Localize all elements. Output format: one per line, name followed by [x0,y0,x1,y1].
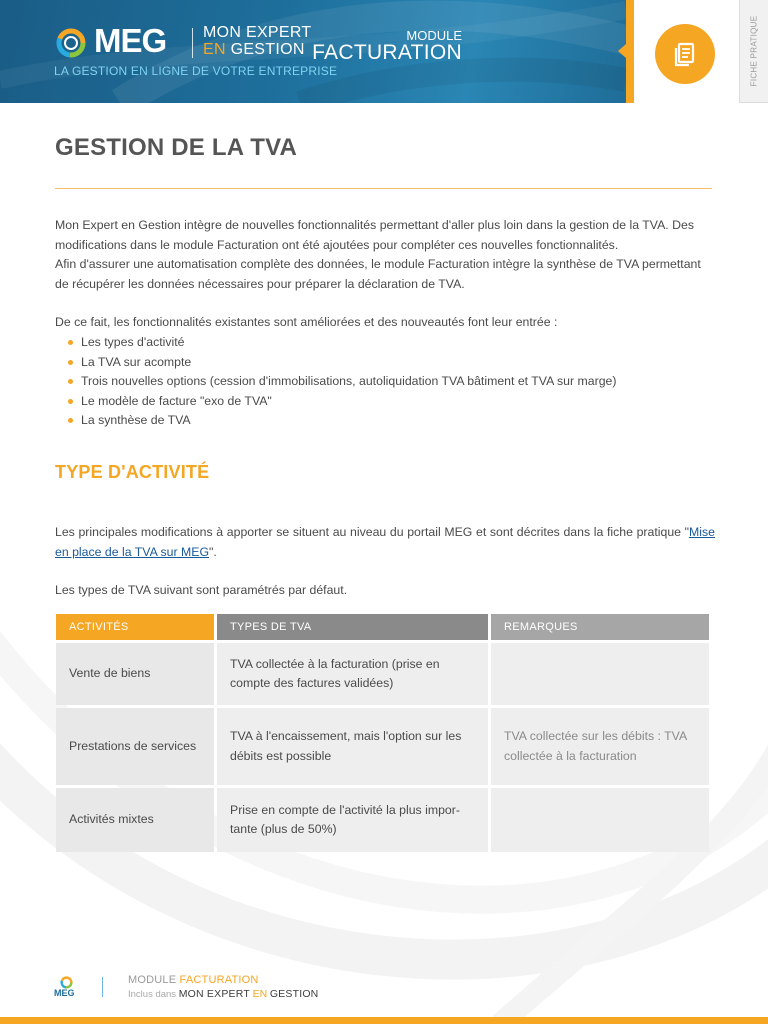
footer-brand-1: MON EXPERT [178,988,250,1000]
defaults-text: Les types de TVA suivant sont paramétrés par défaut. [55,583,348,597]
footer-divider [102,977,103,997]
header-accent-bar [626,0,634,103]
features-list [68,333,616,431]
table-cell-type: Prise en compte de l'activité la plus impor-tante (plus de 50%) [217,788,488,852]
intro-text-2: Afin d'assurer une automatisation complète des données, le module Facturation intègre la synthèse de TVA permettant de récupérer les données nécessaires pour préparer la déclaration de TVA. [55,257,701,291]
tagline-line-2 [203,41,305,59]
fiche-pratique-link[interactable]: Mise en place de la TVA sur MEG [55,525,715,559]
tagline-en: EN [203,41,226,58]
table-row [56,788,709,852]
table-cell-type: TVA collectée à la facturation (prise en compte des factures validées) [217,643,488,705]
footer-module [128,974,259,986]
table-row [56,643,709,705]
footer-accent-bar [0,1017,768,1024]
portail-paragraph [55,523,715,562]
portail-text: Les principales modifications à apporter se situent au niveau du portail MEG et sont décrites dans la fiche pratique " [55,525,690,539]
meg-logo-icon [55,27,87,59]
footer-included-label: Inclus dans [128,989,177,1000]
portail-text-end: ". [209,544,217,559]
tagline-gestion: GESTION [230,41,305,58]
intro-paragraph [55,216,715,294]
footer-logo-wordmark: MEG [54,988,75,998]
features-lead: De ce fait, les fonctionnalités existantes sont améliorées et des nouveautés font leur entrée : [55,315,558,329]
logo-divider [192,28,193,58]
footer-included [128,988,318,1000]
table-row [56,708,709,785]
header-subtitle: LA GESTION EN LIGNE DE VOTRE ENTREPRISE [54,64,338,78]
title-divider [55,188,712,189]
table-cell-activity: Activités mixtes [56,788,214,852]
table-cell-activity: Vente de biens [56,643,214,705]
column-header-activites: ACTIVITÉS [56,614,214,640]
document-icon [655,24,715,84]
column-header-types: TYPES DE TVA [217,614,488,640]
table-header-row [56,614,709,640]
page-title: GESTION DE LA TVA [55,134,298,161]
module-label: MODULE [406,28,462,43]
header-accent-notch [618,44,626,58]
logo-wordmark: MEG [94,22,167,59]
column-header-remarques: REMARQUES [491,614,709,640]
footer-brand-en: EN [252,988,268,1000]
intro-text-1: Mon Expert en Gestion intègre de nouvelles fonctionnalités permettant d'aller plus loin dans la gestion de la TVA. Des modifications dans le module Facturation ont été ajoutées pour compléter ces nouvelles fonctionnalités. [55,218,694,252]
table-cell-remark [491,643,709,705]
footer-module-label: MODULE [128,974,177,986]
header-banner [0,0,626,103]
fiche-pratique-label: FICHE PRATIQUE [749,15,759,87]
list-item: La synthèse de TVA [68,411,616,431]
module-name: FACTURATION [312,41,462,64]
table-cell-type: TVA à l'encaissement, mais l'option sur les débits est possible [217,708,488,785]
list-item: La TVA sur acompte [68,353,616,373]
tva-types-table [56,614,709,855]
table-cell-remark: TVA collectée sur les débits : TVA collectée à la facturation [491,708,709,785]
footer-brand-2: GESTION [269,988,319,1000]
footer-module-name: FACTURATION [179,974,259,986]
table-cell-remark [491,788,709,852]
table-cell-activity: Prestations de services [56,708,214,785]
fiche-pratique-tab [739,0,768,103]
section-title: TYPE D'ACTIVITÉ [55,462,210,482]
tagline-line-1: MON EXPERT [203,24,312,41]
list-item: Les types d'activité [68,333,616,353]
list-item: Le modèle de facture "exo de TVA" [68,392,616,412]
list-item: Trois nouvelles options (cession d'immobilisations, autoliquidation TVA bâtiment et TVA sur marge) [68,372,616,392]
